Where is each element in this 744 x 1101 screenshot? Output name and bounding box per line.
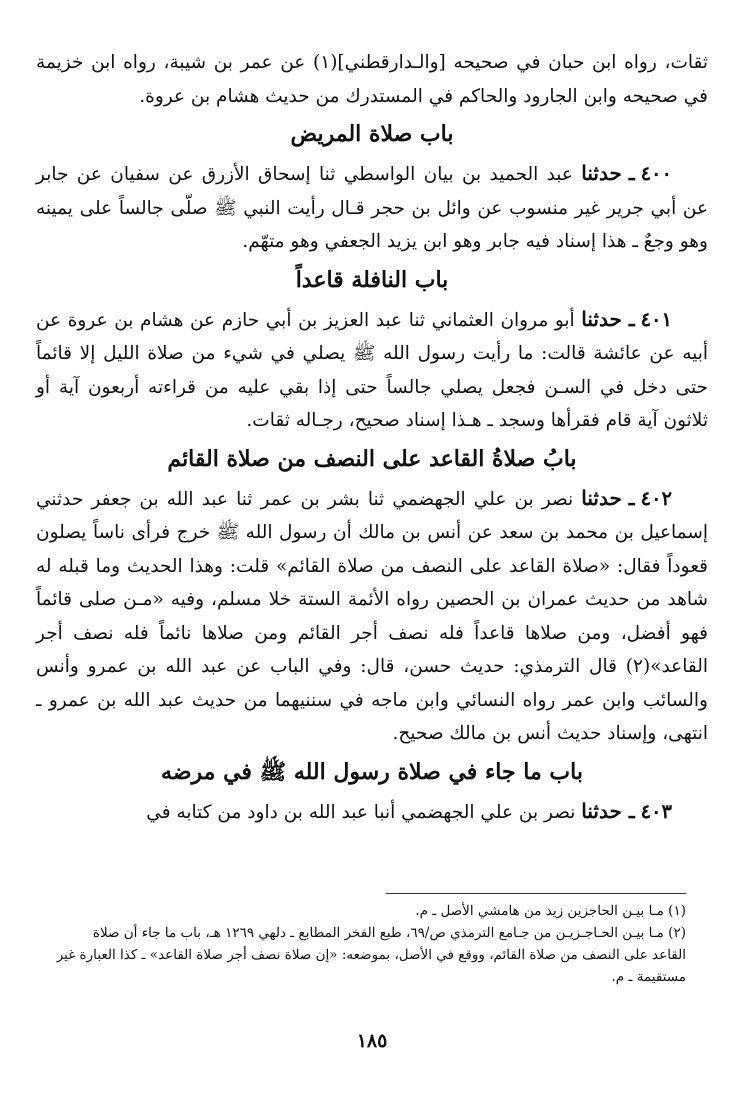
section-heading: باب ما جاء في صلاة رسول الله ﷺ في مرضه (161, 758, 583, 785)
hadith-text: عبد الحميد بن بيان الواسطي ثنا إسحاق الأزرق عن سفيان عن جابر عن أبي جرير غير منسوب عن وائل بن حجر قـال رأيت النبي ﷺ صلّى جالساً على يمينه وهو وجعٌ ـ هذا إسناد فيه جابر وهو ابن يزيد الجعفي وهو متهّم. (36, 164, 708, 252)
hadith-lead (581, 482, 708, 517)
section-400 (36, 115, 708, 259)
hadith-lead (581, 157, 708, 192)
section-401 (36, 261, 708, 438)
footnote: (٢) مـا بيـن الحـاجـزيـن من جـامع الترمذي ص/٦٩، طبع الفخر المطابع ـ دلهي ١٢٦٩ هـ، باب ما جاء أن صلاة القاعد على النصف من صلاة القائم، ووقع في الأصل، بموضعه: «إن صلاة نصف أجر صلاة القاعد» ـ كذا العبارة غير مستقيمة ـ م. (56, 925, 686, 985)
hadith-paragraph (36, 157, 708, 259)
section-heading: باب صلاة المريض (290, 121, 454, 147)
footnote: (١) مـا بيـن الحاجزين زيد من هامشي الأصل ـ م. (415, 903, 686, 919)
hadith-number: ٤٠١ (640, 307, 672, 331)
footnotes (56, 893, 686, 988)
hadith-label: ـ حدثنا (581, 485, 635, 510)
page-number: ١٨٥ (356, 1030, 388, 1052)
section-heading: باب النافلة قاعداً (295, 266, 449, 293)
hadith-label: ـ حدثنا (581, 798, 635, 823)
hadith-lead (581, 303, 708, 338)
hadith-label: ـ حدثنا (581, 306, 635, 331)
hadith-paragraph (36, 303, 708, 438)
hadith-text: نصر بن علي الجهضمي أنبا عبد الله بن داود من كتابه في (146, 801, 576, 823)
hadith-number: ٤٠٣ (640, 799, 672, 823)
section-402 (36, 440, 708, 751)
intro-paragraph: ثقات، رواه ابن حبان في صحيحه [والـدارقطني](١) عن عمر بن شيبة، رواه ابن خزيمة في صحيحه وابن الجارود والحاكم في المستدرك من حديث هشام بن عروة. (36, 52, 708, 107)
section-heading: بابُ صلاةُ القاعد على النصف من صلاة القائم (167, 445, 577, 472)
hadith-text: نصر بن علي الجهضمي ثنا بشر بن عمر ثنا عبد الله بن جعفر حدثني إسماعيل بن محمد بن سعد عن أنس بن مالك أن رسول الله ﷺ خرج فرأى ناساً يصلون قعوداً فقال: «صلاة القاعد على النصف من صلاة القائم» قلت: وهذا الحديث وما قبله له شاهد من حديث عمران بن الحصين رواه الأئمة الستة خلا مسلم، وفيه «مـن صلى قائماً فهو أفضل، ومن صلاها قاعداً فله نصف أجر القائم ومن صلاها نائماً فله نصف أجر القاعد»(٢) قال الترمذي: حديث حسن، قال: وفي الباب عن عبد الله بن عمرو وأنس والسائب وابن عمر رواه النسائي وابن ماجه في سننيهما من حديث عبد الله بن عمرو ـ انتهى، وإسناد حديث أنس بن مالك صحيح. (36, 488, 708, 744)
section-403 (36, 753, 708, 830)
page-body (36, 46, 708, 829)
hadith-number: ٤٠٢ (640, 486, 672, 510)
hadith-label: ـ حدثنا (581, 161, 635, 185)
hadith-lead (581, 795, 708, 830)
hadith-paragraph (36, 482, 708, 751)
footnote-divider (386, 893, 686, 894)
hadith-number: ٤٠٠ (640, 162, 672, 185)
hadith-paragraph (36, 795, 708, 830)
hadith-text: أبو مروان العثماني ثنا عبد العزيز بن أبي حازم عن هشام بن عروة عن أبيه عن عائشة قالت: ما رأيت رسول الله ﷺ يصلي في شيء من صلاة الليل إلا قائماً حتى دخل في السـن فجعل يصلي جالساً حتى إذا بقي عليه من قراءته أربعون آية أو ثلاثون آية قام فقرأها وسجد ـ هـذا إسناد صحيح، رجـاله ثقات. (36, 309, 708, 431)
